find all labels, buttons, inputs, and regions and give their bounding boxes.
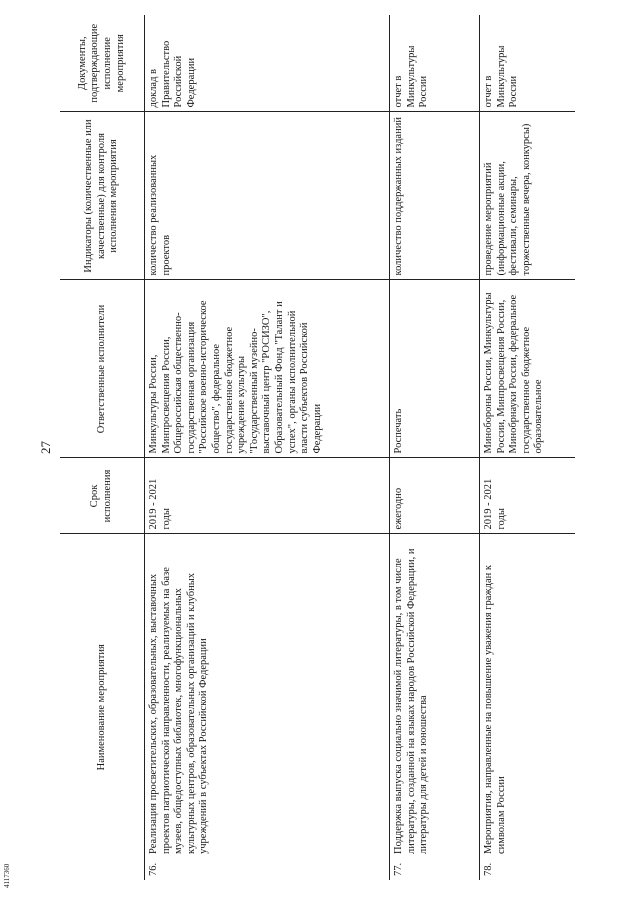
page-number: 27 [38,441,53,454]
row-number: 76. [148,862,159,876]
activities-table [60,15,575,880]
header-indicators: Индикаторы (количественные или качественные) для контроля исполнения мероприятия [60,112,145,280]
cell-term: 2019 - 2021 годы [145,458,390,534]
cell-indicators: проведение мероприятий (информационные акции, фестивали, семинары, торжественные вечера, конкурсы) [480,112,575,280]
cell-indicators: количество поддержанных изданий [390,112,480,280]
header-name: Наименование мероприятия [60,534,145,880]
cell-executors: Минкультуры России, Минпросвещения России, Общероссийская общественно-государственная организация "Российское военно-историческое общество", федеральное государственное бюджетное учреждение культуры "Государственный музейно-выставочный центр "РОСИЗО", Образовательный Фонд "Талант и успех", органы исполнительной власти субъектов Российской Федерации [145,280,390,458]
cell-indicators: количество реализованных проектов [145,112,390,280]
cell-name [390,534,480,880]
cell-name [480,534,575,880]
table-row [145,15,390,880]
document-id: 4117360 [3,863,11,888]
activity-name: Реализация просветительских, образовательных, выставочных проектов патриотической направленности, реализуемых на базе музеев, общедоступных библиотек, многофункциональных культурных центров, образовательных организаций и клубных учреждений в субъектах Российской Федерации [148,567,210,854]
cell-term: 2019 - 2021 годы [480,458,575,534]
activity-name: Поддержка выпуска социально значимой литературы, в том числе литературы, созданной на языках народов Российской Федерации, и литературы для детей и юношества [393,548,430,854]
table-header-row [60,15,145,880]
cell-documents: доклад в Правительство Российской Федерации [145,15,390,112]
cell-documents: отчет в Минкультуры России [390,15,480,112]
activity-name: Мероприятия, направленные на повышение уважения граждан к символам России [483,564,507,854]
row-number: 77. [393,862,404,876]
row-number: 78. [483,862,494,876]
header-documents: Документы, подтверждающие исполнение мероприятия [60,15,145,112]
cell-term: ежегодно [390,458,480,534]
rotated-page-content [60,15,582,880]
cell-executors: Роспечать [390,280,480,458]
header-executors: Ответственные исполнители [60,280,145,458]
table-row [390,15,480,880]
table-row [480,15,575,880]
cell-executors: Минобороны России, Минкультуры России, Минпросвещения России, Минобрнауки России, федеральное государственное бюджетное образовательное [480,280,575,458]
cell-documents: отчет в Минкультуры России [480,15,575,112]
header-term: Срок исполнения [60,458,145,534]
cell-name [145,534,390,880]
